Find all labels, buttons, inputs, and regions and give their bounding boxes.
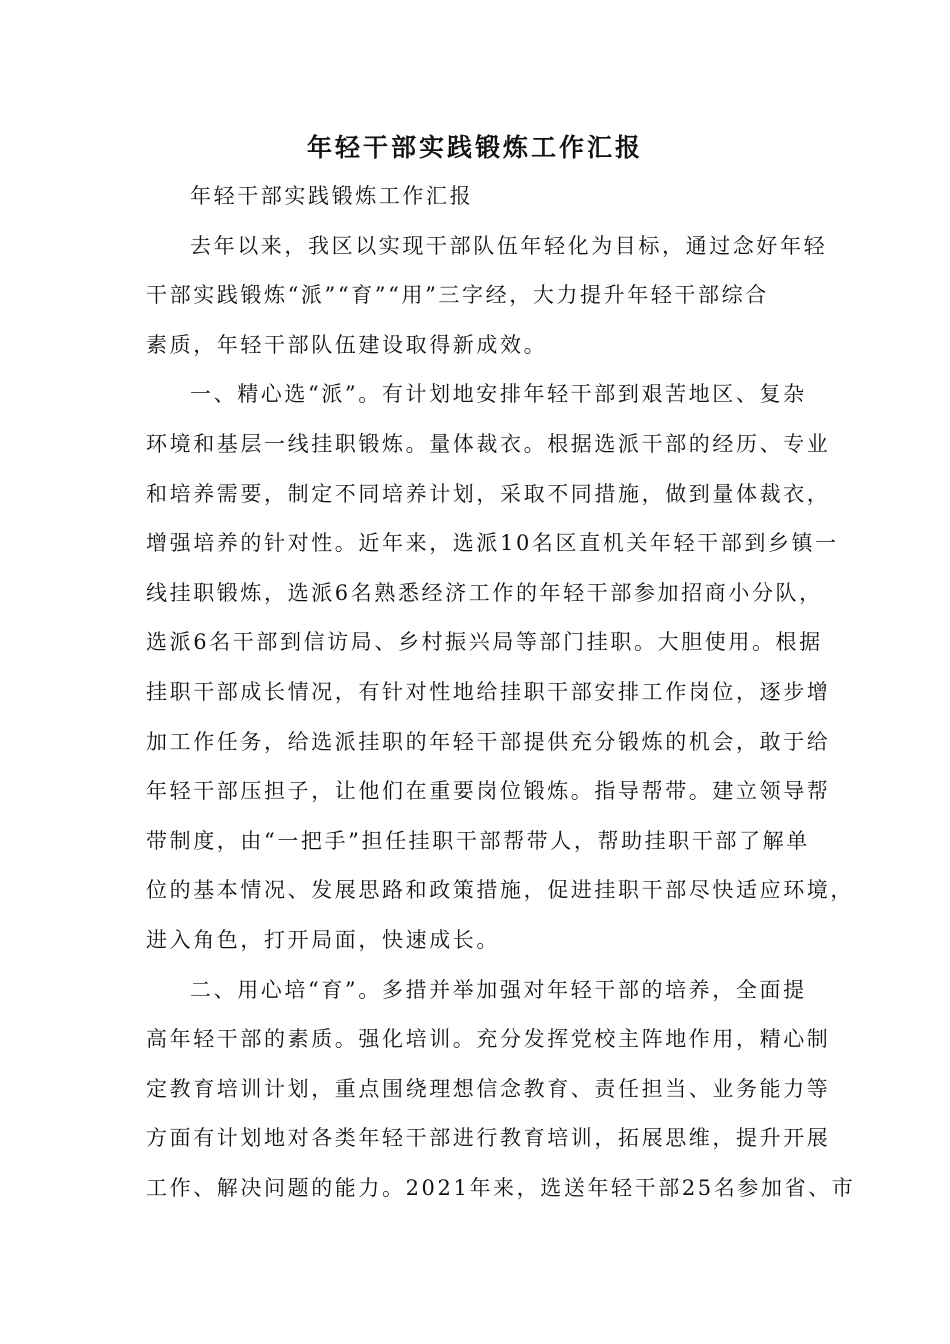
text-line: 干部实践锻炼“派”“育”“用”三字经，大力提升年轻干部综合 <box>146 283 769 308</box>
text-line: 定教育培训计划，重点围绕理想信念教育、责任担当、业务能力等 <box>146 1076 831 1101</box>
text-line: 进入角色，打开局面，快速成长。 <box>146 927 500 952</box>
document-title: 年轻干部实践锻炼工作汇报 <box>306 133 643 162</box>
document-body <box>146 172 856 1213</box>
text-line: 素质，年轻干部队伍建设取得新成效。 <box>146 332 548 357</box>
text-line: 带制度，由“一把手”担任挂职干部帮带人，帮助挂职干部了解单 <box>146 828 810 853</box>
text-line: 位的基本情况、发展思路和政策措施，促进挂职干部尽快适应环境， <box>146 878 854 903</box>
text-line: 方面有计划地对各类年轻干部进行教育培训，拓展思维，提升开展 <box>146 1126 831 1151</box>
text-line: 工作、解决问题的能力。2021年来，选送年轻干部25名参加省、市 <box>146 1175 856 1200</box>
text-line: 增强培养的针对性。近年来，选派10名区直机关年轻干部到乡镇一 <box>146 531 839 556</box>
text-line: 加工作任务，给选派挂职的年轻干部提供充分锻炼的机会，敢于给 <box>146 729 831 754</box>
text-line: 一、精心选“派”。有计划地安排年轻干部到艰苦地区、复杂 <box>190 382 807 407</box>
document-subtitle: 年轻干部实践锻炼工作汇报 <box>190 184 474 208</box>
text-line: 高年轻干部的素质。强化培训。充分发挥党校主阵地作用，精心制 <box>146 1027 831 1052</box>
text-line: 选派6名干部到信访局、乡村振兴局等部门挂职。大胆使用。根据 <box>146 630 823 655</box>
text-line: 去年以来，我区以实现干部队伍年轻化为目标，通过念好年轻 <box>190 233 828 258</box>
text-line: 线挂职锻炼，选派6名熟悉经济工作的年轻干部参加招商小分队， <box>146 580 823 605</box>
text-line: 挂职干部成长情况，有针对性地给挂职干部安排工作岗位，逐步增 <box>146 679 831 704</box>
text-line: 二、用心培“育”。多措并举加强对年轻干部的培养，全面提 <box>190 977 807 1002</box>
text-line: 环境和基层一线挂职锻炼。量体裁衣。根据选派干部的经历、专业 <box>146 431 831 456</box>
text-line: 年轻干部压担子，让他们在重要岗位锻炼。指导帮带。建立领导帮 <box>146 779 831 804</box>
text-line: 和培养需要，制定不同培养计划，采取不同措施，做到量体裁衣， <box>146 481 831 506</box>
paragraph-lines <box>146 222 856 1214</box>
